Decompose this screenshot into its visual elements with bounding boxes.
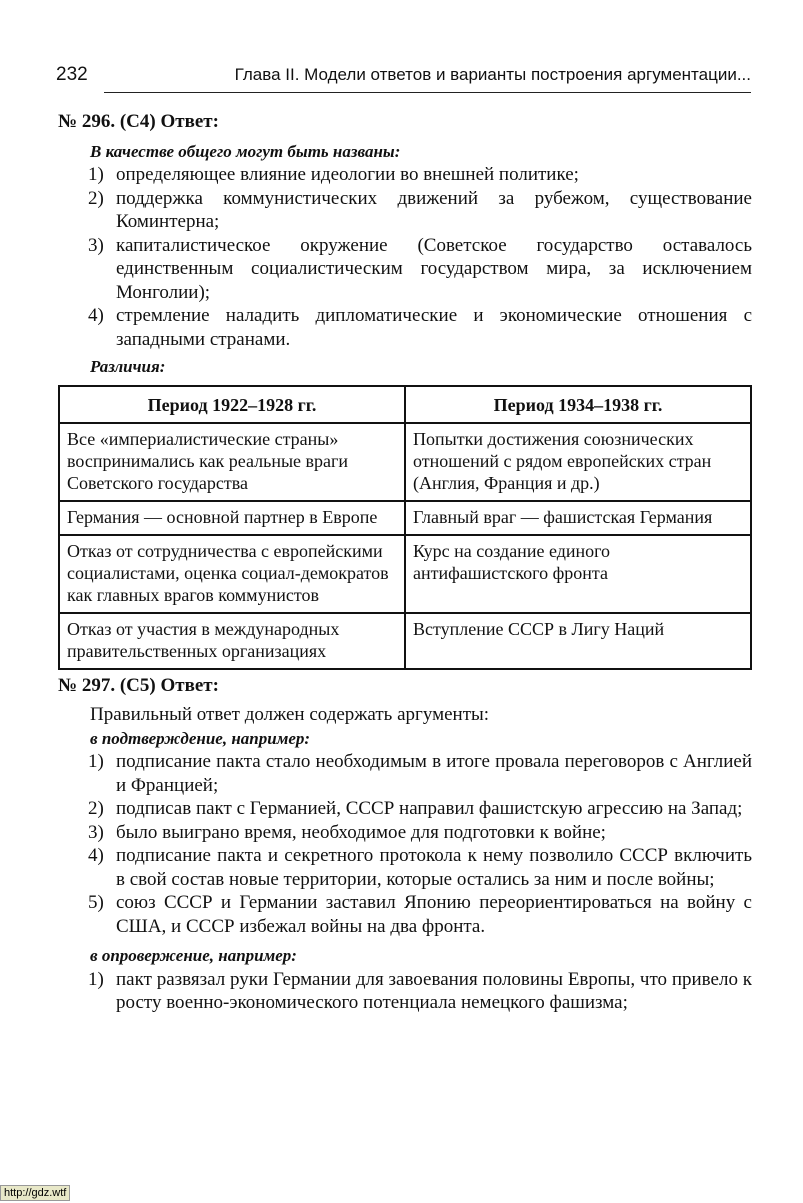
task-296-title: № 296. (С4) Ответ: [58, 111, 219, 132]
list-item-number: 5) [88, 892, 104, 913]
table-cell: Главный враг — фашистская Германия [405, 501, 751, 535]
column-header: Период 1934–1938 гг. [405, 386, 751, 423]
list-item-number: 1) [88, 164, 104, 185]
list-item-text: подписание пакта и секретного протокола к нему позволило СССР включить в свой состав новые территории, которые остались за ним и после войны; [116, 845, 752, 890]
list-item-text: пакт развязал руки Германии для завоевания половины Европы, что привело к росту военно-экономического потенциала немецкого фашизма; [116, 968, 752, 1013]
header-rule [104, 92, 751, 93]
comparison-table [58, 385, 752, 670]
list-item-number: 2) [88, 798, 104, 819]
list-item-text: капиталистическое окружение (Советское государство оставалось единственным социалистическим государством мира, за исключением Монголии); [116, 234, 752, 303]
table-cell: Курс на создание единого антифашистского фронта [405, 535, 751, 613]
table-cell: Все «империалистические страны» воспринимались как реальные враги Советского государства [59, 423, 405, 501]
page-number: 232 [56, 64, 88, 85]
list-item [58, 844, 752, 891]
table-cell: Германия — основной партнер в Европе [59, 501, 405, 535]
common-heading: В качестве общего могут быть названы: [90, 141, 401, 161]
list-item-number: 3) [88, 821, 104, 843]
table-row [59, 613, 751, 669]
running-header: Глава II. Модели ответов и варианты построения аргументации... [234, 65, 751, 84]
list-item-text: стремление наладить дипломатические и экономические отношения с западными странами. [116, 305, 752, 350]
list-item [58, 797, 752, 821]
list-item-number: 4) [88, 845, 104, 866]
task-297-intro: Правильный ответ должен содержать аргументы: [90, 704, 490, 725]
list-item [58, 304, 752, 351]
page-content [58, 110, 752, 1015]
table-row [59, 535, 751, 613]
table-cell: Отказ от сотрудничества с европейскими социалистами, оценка социал-демократов как главных врагов коммунистов [59, 535, 405, 613]
table-header-row [59, 386, 751, 423]
list-item [58, 968, 752, 1015]
list-item-number: 4) [88, 305, 104, 326]
list-item [58, 821, 752, 845]
confirm-list [58, 750, 752, 938]
task-297-title: № 297. (С5) Ответ: [58, 674, 219, 696]
list-item-number: 2) [88, 187, 104, 209]
list-item-number: 3) [88, 234, 104, 256]
list-item-text: было выиграно время, необходимое для подготовки к войне; [116, 821, 606, 843]
confirm-heading: в подтверждение, например: [90, 728, 311, 748]
list-item-text: подписав пакт с Германией, СССР направил фашистскую агрессию на Запад; [116, 798, 743, 819]
list-item [58, 187, 752, 234]
table-row [59, 501, 751, 535]
list-item-number: 1) [88, 751, 104, 772]
list-item [58, 234, 752, 305]
list-item [58, 750, 752, 797]
table-cell: Вступление СССР в Лигу Наций [405, 613, 751, 669]
list-item-text: союз СССР и Германии заставил Японию переориентироваться на войну с США, и СССР избежал войны на два фронта. [116, 892, 752, 937]
table-cell: Попытки достижения союзнических отношений с рядом европейских стран (Англия, Франция и др.) [405, 423, 751, 501]
refute-heading: в опровержение, например: [90, 946, 297, 965]
differences-heading: Различия: [90, 357, 166, 376]
table-row [59, 423, 751, 501]
list-item-text: поддержка коммунистических движений за рубежом, существование Коминтерна; [116, 187, 752, 232]
watermark-link[interactable]: http://gdz.wtf [0, 1185, 70, 1201]
table-cell: Отказ от участия в международных правительственных организациях [59, 613, 405, 669]
list-item-number: 1) [88, 968, 104, 990]
column-header: Период 1922–1928 гг. [59, 386, 405, 423]
common-list [58, 163, 752, 351]
list-item [58, 163, 752, 187]
list-item [58, 891, 752, 938]
refute-list [58, 968, 752, 1015]
list-item-text: подписание пакта стало необходимым в итоге провала переговоров с Англией и Францией; [116, 751, 752, 796]
list-item-text: определяющее влияние идеологии во внешней политике; [116, 164, 579, 185]
